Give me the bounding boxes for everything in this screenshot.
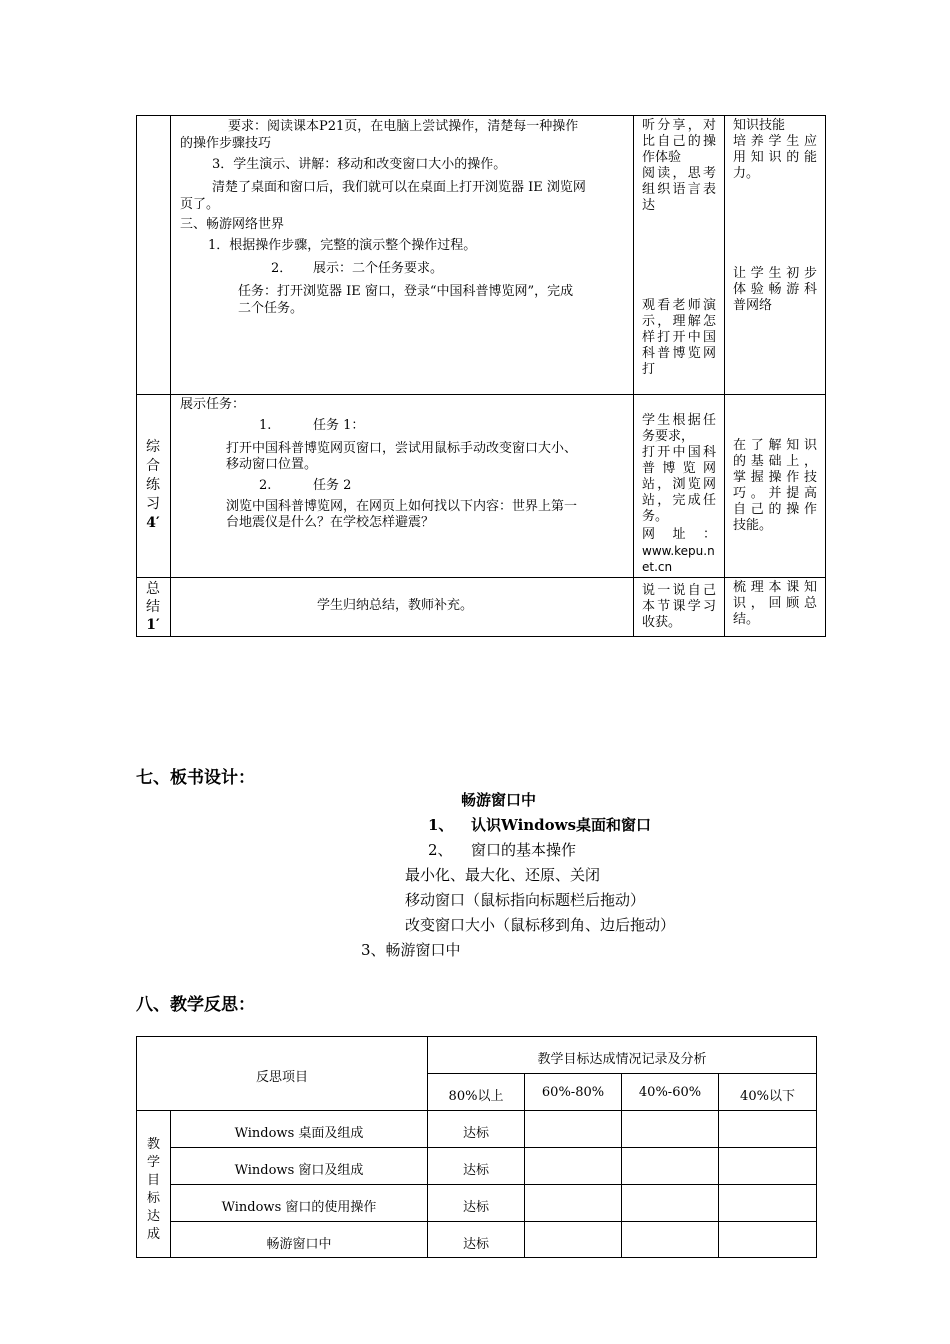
level-60-80: 60%-80% [541, 1085, 605, 1100]
board-item2-num: 2、 [428, 841, 453, 859]
board-item3: 3、畅游窗口中 [361, 941, 461, 959]
row2-label-4: 习 [146, 496, 160, 512]
board-item1-text: 认识Windows桌面和窗口 [471, 816, 652, 834]
side-label-3: 目 [146, 1173, 160, 1188]
row2-student-2: 务要求， [642, 429, 695, 444]
row2-student-5: 站，浏览网 [642, 477, 716, 492]
row2-label-5: 4′ [146, 515, 160, 531]
row3-intent-2: 识，回顾总 [733, 596, 817, 611]
row1-text-9: 展示：二个任务要求。 [313, 261, 444, 276]
level-40-60: 40%-60% [638, 1085, 702, 1100]
row1-student-9: 样打开中国 [642, 330, 716, 345]
row3-student-2: 本节课学习 [642, 599, 716, 614]
row2-intent-4: 巧。并提高 [733, 486, 817, 501]
header-reflection-item: 反思项目 [255, 1070, 308, 1085]
row2-student-6: 站，完成任 [642, 493, 716, 508]
row3-intent-1: 梳理本课知 [733, 580, 817, 595]
row3-text: 学生归纳总结，教师补充。 [317, 598, 474, 613]
row2-intent-3: 掌握操作技 [733, 470, 817, 485]
row2-label-3: 练 [146, 477, 160, 493]
row2-text-1: 展示任务： [180, 397, 246, 412]
row2-text-3: 任务 1： [313, 418, 365, 433]
row2-student-10: et.cn [642, 560, 673, 574]
row2-intent-6: 技能。 [733, 518, 773, 533]
row1-student-6: 达 [642, 198, 656, 213]
row2-student-7: 务。 [642, 509, 669, 524]
row2-intent-5: 自己的操作 [733, 502, 817, 517]
row-item-4: 畅游窗口中 [266, 1237, 332, 1252]
row-result-3: 达标 [462, 1200, 489, 1215]
row1-intent-2: 培养学生应 [733, 134, 817, 149]
row-item-3: Windows 窗口的使用操作 [221, 1200, 377, 1215]
row2-intent-2: 的基础上， [733, 454, 817, 469]
row3-student-3: 收获。 [642, 615, 682, 630]
side-label-2: 学 [146, 1155, 160, 1170]
row1-text-4: 清楚了桌面和窗口后，我们就可以在桌面上打开浏览器 IE 浏览网 [212, 180, 586, 195]
board-item2-text: 窗口的基本操作 [471, 841, 577, 859]
row1-student-1: 听分享，对 [642, 118, 716, 133]
side-label-1: 教 [146, 1137, 160, 1152]
row1-text-8: 2． [271, 261, 293, 276]
row1-student-7: 观看老师演 [642, 298, 716, 313]
row1-text-1: 要求：阅读课本P21页，在电脑上尝试操作，清楚每一种操作 [228, 119, 579, 134]
row1-student-8: 示，理解怎 [642, 314, 716, 329]
row-item-2: Windows 窗口及组成 [234, 1163, 364, 1178]
row1-intent-5: 让学生初步 [733, 266, 817, 281]
row1-text-3: 3．学生演示、讲解：移动和改变窗口大小的操作。 [212, 157, 507, 172]
row1-student-10: 科普博览网 [642, 346, 716, 361]
row1-text-7: 1．根据操作步骤，完整的演示整个操作过程。 [208, 238, 477, 253]
row1-student-5: 组织语言表 [642, 182, 716, 197]
board-sub3: 改变窗口大小（鼠标移到角、边后拖动） [405, 916, 676, 934]
row1-text-6: 三、畅游网络世界 [180, 217, 285, 232]
header-goal-record: 教学目标达成情况记录及分析 [537, 1052, 707, 1067]
row1-intent-4: 力。 [733, 166, 760, 181]
row1-text-10: 任务：打开浏览器 IE 窗口，登录“中国科普博览网”，完成 [238, 284, 574, 299]
board-sub1: 最小化、最大化、还原、关闭 [405, 866, 601, 884]
row2-student-3: 打开中国科 [642, 445, 716, 460]
row-result-2: 达标 [462, 1163, 489, 1178]
row2-student-4: 普博览网 [642, 461, 716, 476]
row2-text-5: 移动窗口位置。 [226, 457, 318, 472]
row1-text-5: 页了。 [180, 197, 220, 212]
board-title: 畅游窗口中 [461, 791, 537, 809]
row3-label-2: 结 [146, 599, 160, 615]
section7-heading: 七、板书设计： [136, 768, 255, 788]
row1-text-2: 的操作步骤技巧 [180, 136, 272, 151]
row-result-4: 达标 [462, 1237, 489, 1252]
row3-student-1: 说一说自己 [642, 583, 716, 598]
row1-intent-3: 用知识的能 [733, 150, 817, 165]
board-sub2: 移动窗口（鼠标指向标题栏后拖动） [405, 891, 646, 909]
level-80-above: 80%以上 [448, 1089, 504, 1104]
row2-text-2: 1. [259, 418, 272, 433]
row1-student-4: 阅读，思考 [642, 166, 716, 181]
row2-label-2: 合 [146, 458, 160, 474]
row1-intent-1: 知识技能 [733, 118, 786, 133]
side-label-4: 标 [146, 1191, 160, 1206]
row2-text-9: 台地震仪是什么？在学校怎样避震？ [226, 515, 435, 530]
side-label-6: 成 [146, 1227, 160, 1242]
board-item1-num: 1、 [428, 816, 454, 834]
row-result-1: 达标 [462, 1126, 489, 1141]
row3-label-3: 1′ [146, 617, 160, 633]
row2-text-8: 浏览中国科普博览网，在网页上如何找以下内容：世界上第一 [226, 499, 578, 514]
section8-heading: 八、教学反思： [136, 995, 255, 1015]
level-40-below: 40%以下 [740, 1089, 795, 1104]
row3-intent-3: 结。 [733, 612, 760, 627]
row-item-1: Windows 桌面及组成 [234, 1126, 364, 1141]
row1-intent-7: 普网络 [733, 298, 773, 313]
row2-text-7: 任务 2 [313, 478, 352, 493]
row1-student-3: 作体验 [642, 150, 682, 165]
row1-student-2: 比自己的操 [642, 134, 716, 149]
row2-student-8: 网址： [642, 527, 716, 542]
row1-student-11: 打 [642, 362, 656, 377]
row1-text-11: 二个任务。 [238, 301, 304, 316]
row2-text-4: 打开中国科普博览网页窗口，尝试用鼠标手动改变窗口大小、 [226, 441, 578, 456]
row2-label-1: 综 [146, 439, 160, 455]
row2-student-9: www.kepu.n [642, 544, 715, 558]
row1-intent-6: 体验畅游科 [733, 282, 817, 297]
row2-intent-1: 在了解知识 [733, 438, 817, 453]
row2-text-6: 2. [259, 478, 272, 493]
row3-label-1: 总 [146, 581, 160, 597]
side-label-5: 达 [146, 1209, 160, 1224]
row2-student-1: 学生根据任 [642, 413, 716, 428]
